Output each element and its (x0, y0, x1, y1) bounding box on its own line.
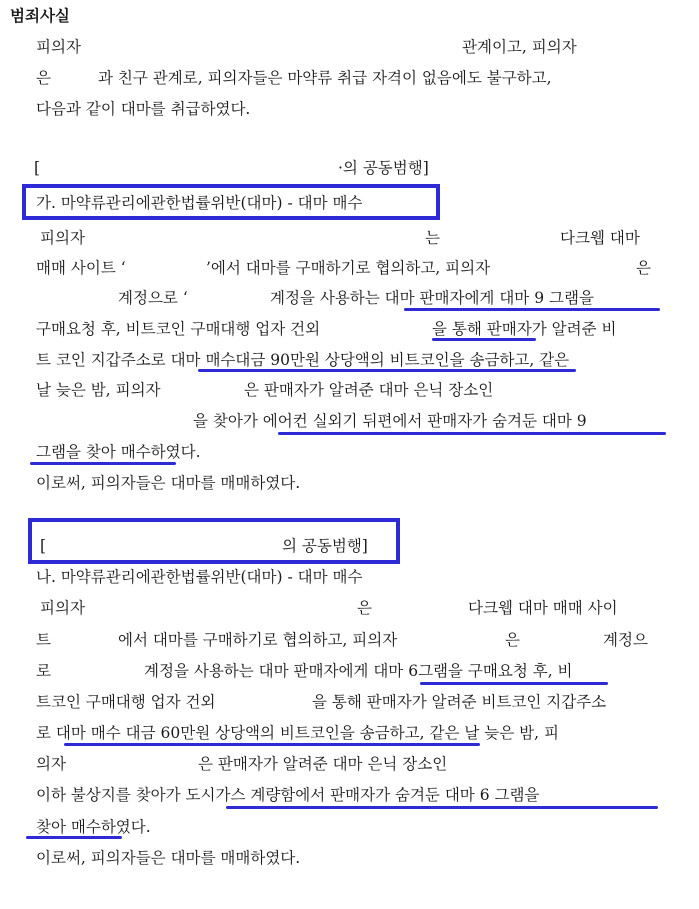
text-line: 구매요청 후, 비트코인 구매대행 업자 건외 (36, 320, 321, 338)
text-line: 을 통해 판매자가 알려준 비 (432, 320, 617, 338)
annotation-underline (64, 743, 480, 746)
text-line: 은 판매자가 알려준 대마 은닉 장소인 (244, 381, 494, 399)
text-line: 날 늦은 밤, 피의자 (36, 381, 161, 399)
bracket-open: [ (34, 159, 41, 177)
text-line: 은 (505, 631, 520, 649)
text-line: 과 친구 관계로, 피의자들은 마약류 취급 자격이 없음에도 불구하고, (98, 69, 552, 87)
bracket-open: [ (40, 537, 47, 555)
text-line: 을 통해 판매자가 알려준 비트코인 지갑주소 (312, 693, 607, 711)
text-line: 은 (636, 259, 651, 277)
text-line: 이로써, 피의자들은 대마를 매매하였다. (36, 474, 301, 492)
section-a-heading: 가. 마약류관리에관한법률위반(대마) - 대마 매수 (36, 194, 363, 212)
text-line: 피의자 (40, 229, 85, 247)
annotation-underline (420, 682, 608, 685)
text-line: 매매 사이트 ‘ (36, 259, 126, 277)
section-b-heading: 나. 마약류관리에관한법률위반(대마) - 대마 매수 (36, 568, 363, 586)
annotation-underline (30, 462, 176, 465)
text-line: 다음과 같이 대마를 취급하였다. (36, 100, 251, 118)
text-line: 을 찾아가 에어컨 실외기 뒤편에서 판매자가 숨겨둔 대마 9 (193, 412, 587, 430)
text-line: 은 (357, 599, 372, 617)
text-line: 그램을 찾아 매수하였다. (36, 443, 201, 461)
joint-crime-label: 의 공동범행] (282, 537, 368, 555)
text-line: 계정을 사용하는 대마 판매자에게 대마 9 그램을 (270, 289, 594, 307)
annotation-underline (432, 338, 536, 341)
annotation-underline (26, 836, 122, 839)
text-line: 계정으 (603, 631, 648, 649)
annotation-underline (198, 369, 576, 372)
text-line: ’에서 대마를 구매하기로 협의하고, 피의자 (206, 259, 491, 277)
text-line: 관계이고, 피의자 (462, 38, 577, 56)
annotation-underline (404, 308, 660, 311)
text-line: 트 (36, 631, 51, 649)
text-line: 이로써, 피의자들은 대마를 매매하였다. (36, 849, 301, 867)
section-title: 범죄사실 (10, 7, 70, 25)
joint-crime-label: ·의 공동범행] (338, 159, 429, 177)
text-line: 은 판매자가 알려준 대마 은닉 장소인 (198, 755, 448, 773)
text-line: 에서 대마를 구매하기로 협의하고, 피의자 (118, 631, 398, 649)
text-line: 는 (425, 229, 440, 247)
text-line: 은 (36, 69, 51, 87)
annotation-underline (278, 432, 666, 435)
text-line: 의자 (36, 755, 66, 773)
text-line: 트 코인 지갑주소로 대마 매수대금 90만원 상당액의 비트코인을 송금하고, 같은 (36, 351, 570, 369)
text-line: 트코인 구매대행 업자 건외 (36, 693, 216, 711)
text-line: 이하 불상지를 찾아가 도시가스 계량함에서 판매자가 숨겨둔 대마 6 그램을 (36, 786, 540, 804)
text-line: 찾아 매수하였다. (36, 818, 151, 836)
text-line: 로 (36, 662, 51, 680)
text-line: 계정을 사용하는 대마 판매자에게 대마 6그램을 구매요청 후, 비 (144, 662, 573, 680)
text-line: 로 대마 매수 대금 60만원 상당액의 비트코인을 송금하고, 같은 날 늦은 밤, 피 (36, 724, 559, 742)
text-line: 계정으로 ‘ (118, 289, 188, 307)
text-line: 피의자 (36, 38, 81, 56)
text-line: 피의자 (40, 599, 85, 617)
annotation-underline (226, 806, 658, 809)
text-line: 다크웹 대마 매매 사이 (468, 599, 618, 617)
text-line: 다크웹 대마 (560, 229, 640, 247)
